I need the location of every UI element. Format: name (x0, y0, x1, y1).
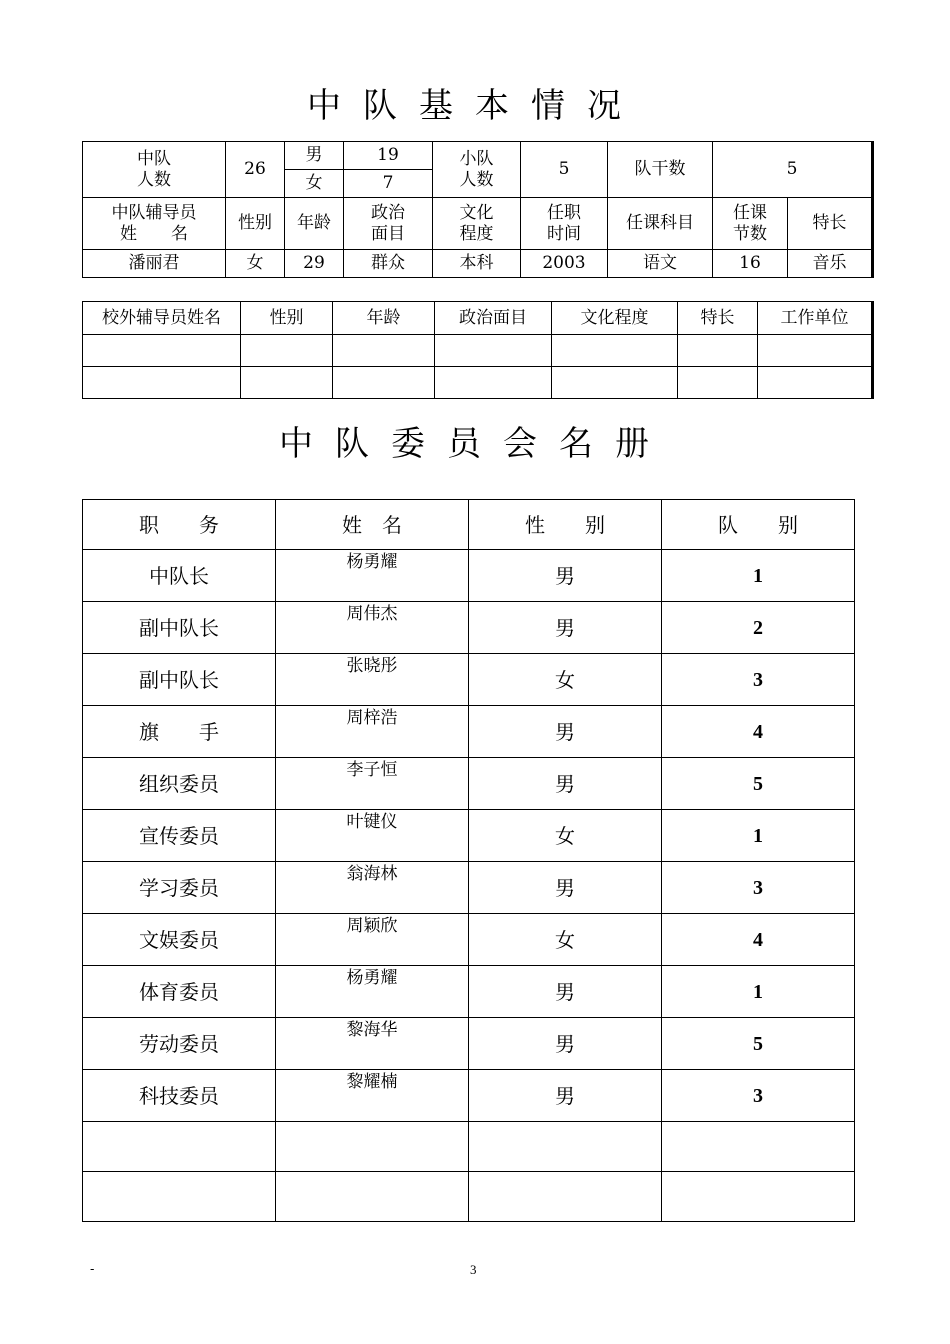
footer-dash: - (90, 1262, 95, 1277)
empty-cell (678, 335, 758, 367)
empty-cell (469, 1172, 662, 1222)
page-title-basic-info: 中队基本情况 (307, 86, 643, 126)
roster-gender: 男 (469, 1018, 662, 1070)
counselor-header-name: 中队辅导员 姓 名 (83, 198, 226, 250)
roster-position: 组织委员 (83, 758, 276, 810)
roster-team: 1 (662, 966, 855, 1018)
external-header-workplace: 工作单位 (758, 302, 873, 335)
roster-gender: 男 (469, 550, 662, 602)
team-size-value: 5 (521, 142, 608, 198)
empty-cell (276, 1172, 469, 1222)
roster-gender: 女 (469, 654, 662, 706)
empty-cell (758, 367, 873, 399)
empty-cell (83, 367, 241, 399)
roster-team: 3 (662, 1070, 855, 1122)
empty-cell (333, 367, 435, 399)
roster-gender: 男 (469, 706, 662, 758)
empty-cell (552, 367, 678, 399)
roster-name: 周颖欣 (276, 914, 469, 966)
roster-position: 中队长 (83, 550, 276, 602)
counselor-header-tenure: 任职 时间 (521, 198, 608, 250)
roster-header-name: 姓 名 (276, 500, 469, 550)
roster-team: 1 (662, 550, 855, 602)
roster-name: 张晓彤 (276, 654, 469, 706)
table-row (83, 654, 855, 706)
table-row (83, 367, 873, 399)
external-header-gender: 性别 (241, 302, 333, 335)
counselor-header-lessons: 任课 节数 (713, 198, 788, 250)
roster-position: 宣传委员 (83, 810, 276, 862)
external-header-specialty: 特长 (678, 302, 758, 335)
counselor-specialty: 音乐 (788, 250, 873, 278)
roster-gender: 男 (469, 1070, 662, 1122)
roster-gender: 女 (469, 914, 662, 966)
counselor-education: 本科 (433, 250, 521, 278)
table-row (83, 966, 855, 1018)
empty-cell (662, 1122, 855, 1172)
roster-team: 1 (662, 810, 855, 862)
roster-gender: 男 (469, 966, 662, 1018)
table-row (83, 550, 855, 602)
empty-cell (83, 1172, 276, 1222)
table-row (83, 758, 855, 810)
empty-cell (469, 1122, 662, 1172)
roster-name: 黎海华 (276, 1018, 469, 1070)
empty-cell (678, 367, 758, 399)
counselor-gender: 女 (226, 250, 285, 278)
roster-team: 4 (662, 914, 855, 966)
external-header-name: 校外辅导员姓名 (83, 302, 241, 335)
table-row (83, 1018, 855, 1070)
counselor-tenure: 2003 (521, 250, 608, 278)
table-row (83, 335, 873, 367)
table-row (83, 862, 855, 914)
table-row (83, 1172, 855, 1222)
roster-name: 叶键仪 (276, 810, 469, 862)
counselor-subject: 语文 (608, 250, 713, 278)
counselor-header-subject: 任课科目 (608, 198, 713, 250)
cadre-count-label: 队干数 (608, 142, 713, 198)
empty-cell (241, 367, 333, 399)
roster-gender: 男 (469, 602, 662, 654)
squad-size-label: 中队 人数 (83, 142, 226, 198)
counselor-header-specialty: 特长 (788, 198, 873, 250)
counselor-lessons: 16 (713, 250, 788, 278)
roster-position: 副中队长 (83, 602, 276, 654)
roster-team: 5 (662, 1018, 855, 1070)
male-count: 19 (344, 142, 433, 170)
roster-name: 杨勇耀 (276, 966, 469, 1018)
counselor-header-political: 政治 面目 (344, 198, 433, 250)
empty-cell (333, 335, 435, 367)
roster-team: 3 (662, 862, 855, 914)
page-title-committee-roster: 中队委员会名册 (279, 424, 671, 464)
empty-cell (83, 1122, 276, 1172)
cadre-count-value: 5 (713, 142, 873, 198)
squad-size-value: 26 (226, 142, 285, 198)
roster-team: 2 (662, 602, 855, 654)
roster-position: 学习委员 (83, 862, 276, 914)
counselor-political: 群众 (344, 250, 433, 278)
external-header-age: 年龄 (333, 302, 435, 335)
table-row (83, 706, 855, 758)
empty-cell (276, 1122, 469, 1172)
roster-position: 体育委员 (83, 966, 276, 1018)
roster-name: 杨勇耀 (276, 550, 469, 602)
roster-position: 劳动委员 (83, 1018, 276, 1070)
female-label: 女 (285, 170, 344, 198)
table-row (83, 914, 855, 966)
roster-team: 5 (662, 758, 855, 810)
roster-name: 翁海林 (276, 862, 469, 914)
table-row (83, 1070, 855, 1122)
roster-name: 黎耀楠 (276, 1070, 469, 1122)
counselor-header-education: 文化 程度 (433, 198, 521, 250)
committee-roster-table (82, 499, 855, 1222)
empty-cell (435, 335, 552, 367)
external-header-political: 政治面目 (435, 302, 552, 335)
male-label: 男 (285, 142, 344, 170)
roster-team: 4 (662, 706, 855, 758)
roster-header-position: 职 务 (83, 500, 276, 550)
roster-position: 旗 手 (83, 706, 276, 758)
roster-position: 副中队长 (83, 654, 276, 706)
roster-position: 文娱委员 (83, 914, 276, 966)
table-row (83, 602, 855, 654)
empty-cell (758, 335, 873, 367)
table-row (83, 810, 855, 862)
empty-cell (241, 335, 333, 367)
squad-basic-info-table (82, 141, 874, 278)
counselor-header-age: 年龄 (285, 198, 344, 250)
external-counselor-table (82, 301, 874, 399)
empty-cell (662, 1172, 855, 1222)
roster-header-team: 队 别 (662, 500, 855, 550)
empty-cell (552, 335, 678, 367)
team-size-label: 小队 人数 (433, 142, 521, 198)
counselor-name: 潘丽君 (83, 250, 226, 278)
external-header-education: 文化程度 (552, 302, 678, 335)
roster-header-gender: 性 别 (469, 500, 662, 550)
roster-name: 李子恒 (276, 758, 469, 810)
roster-gender: 男 (469, 758, 662, 810)
empty-cell (435, 367, 552, 399)
counselor-age: 29 (285, 250, 344, 278)
table-row (83, 1122, 855, 1172)
roster-team: 3 (662, 654, 855, 706)
roster-name: 周梓浩 (276, 706, 469, 758)
female-count: 7 (344, 170, 433, 198)
counselor-header-gender: 性别 (226, 198, 285, 250)
page-number: 3 (470, 1262, 477, 1277)
roster-gender: 男 (469, 862, 662, 914)
roster-position: 科技委员 (83, 1070, 276, 1122)
empty-cell (83, 335, 241, 367)
roster-gender: 女 (469, 810, 662, 862)
roster-name: 周伟杰 (276, 602, 469, 654)
